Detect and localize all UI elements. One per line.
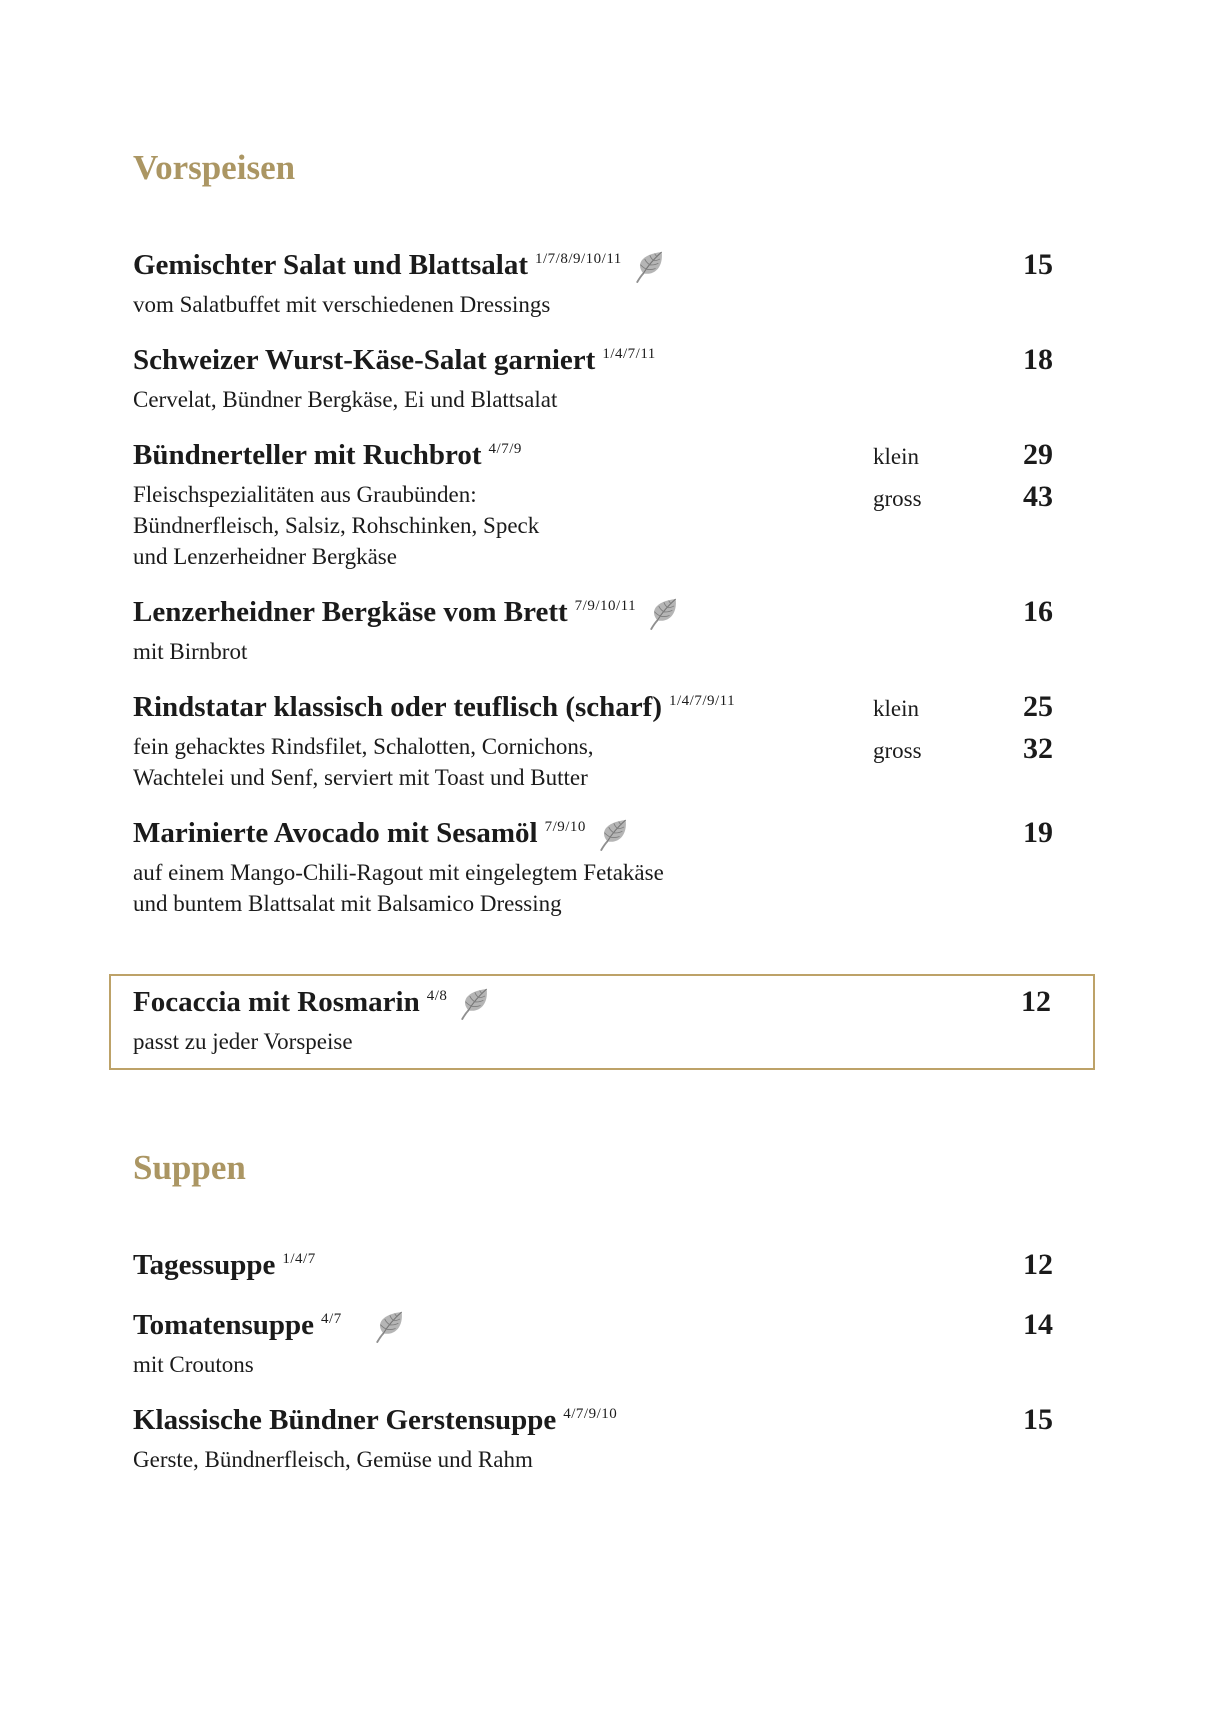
menu-item xyxy=(133,245,1095,320)
item-description xyxy=(133,1444,873,1475)
leaf-icon xyxy=(459,988,489,1020)
allergen-codes: 1/7/8/9/10/11 xyxy=(535,251,622,268)
item-description xyxy=(133,384,873,415)
menu-section-suppen xyxy=(133,1090,1095,1495)
price-value: 12 xyxy=(1023,1248,1053,1281)
price-row xyxy=(873,592,1095,632)
menu-item-main xyxy=(133,435,873,572)
item-description-line: fein gehacktes Rindsfilet, Schalotten, Cornichons, xyxy=(133,734,594,759)
item-description-line: Wachtelei und Senf, serviert mit Toast und Butter xyxy=(133,765,588,790)
allergen-codes: 7/9/10 xyxy=(544,819,586,836)
item-title-line xyxy=(133,1245,873,1285)
leaf-icon xyxy=(374,1311,404,1343)
menu-item-main xyxy=(133,1245,873,1285)
menu-item xyxy=(133,1400,1095,1475)
price-value: 14 xyxy=(1023,1308,1053,1341)
item-title: Tomatensuppe xyxy=(133,1309,315,1341)
item-title: Schweizer Wurst-Käse-Salat garniert xyxy=(133,344,596,376)
allergen-codes: 1/4/7/9/11 xyxy=(669,693,736,710)
menu-item-main xyxy=(133,245,873,320)
item-price-column xyxy=(873,340,1095,415)
menu-item xyxy=(133,687,1095,793)
item-description xyxy=(133,1026,873,1057)
menu-item-main xyxy=(133,813,873,919)
price-value: 18 xyxy=(1023,343,1053,376)
price-value: 32 xyxy=(1023,732,1053,765)
item-price-column xyxy=(873,1245,1095,1285)
item-title-line xyxy=(133,245,873,285)
item-title-line xyxy=(133,813,873,853)
allergen-codes: 4/7/9 xyxy=(488,441,522,458)
menu-item xyxy=(133,435,1095,572)
item-price-column xyxy=(873,1305,1095,1380)
item-price-column xyxy=(873,435,1095,572)
size-label: gross xyxy=(873,486,922,511)
menu-item-main xyxy=(133,687,873,793)
item-description-line: Cervelat, Bündner Bergkäse, Ei und Blattsalat xyxy=(133,387,558,412)
item-title: Focaccia mit Rosmarin xyxy=(133,986,420,1018)
item-description xyxy=(133,636,873,667)
item-title: Marinierte Avocado mit Sesamöl xyxy=(133,817,538,849)
item-title-line xyxy=(133,340,873,380)
price-row xyxy=(873,435,1095,477)
item-title: Rindstatar klassisch oder teuflisch (scharf) xyxy=(133,691,662,723)
item-description xyxy=(133,479,873,572)
price-row xyxy=(873,245,1095,285)
item-price-column xyxy=(873,245,1095,320)
allergen-codes: 1/4/7/11 xyxy=(602,346,656,363)
price-value: 19 xyxy=(1023,816,1053,849)
item-description-line: mit Croutons xyxy=(133,1352,254,1377)
item-title: Lenzerheidner Bergkäse vom Brett xyxy=(133,596,568,628)
menu-item-main xyxy=(133,340,873,415)
menu-item-main xyxy=(133,1305,873,1380)
price-value: 29 xyxy=(1023,438,1053,471)
price-row xyxy=(873,687,1095,729)
section-heading: Suppen xyxy=(133,1148,246,1187)
menu-item xyxy=(133,1305,1095,1380)
price-row xyxy=(873,1245,1095,1285)
item-title-line xyxy=(133,1305,873,1345)
size-label: klein xyxy=(873,696,919,721)
item-description xyxy=(133,731,873,793)
item-title-line xyxy=(133,592,873,632)
allergen-codes: 4/7 xyxy=(321,1311,342,1328)
item-description-line: Fleischspezialitäten aus Graubünden: xyxy=(133,482,477,507)
price-row xyxy=(873,481,1095,514)
item-price-column xyxy=(873,982,1093,1057)
price-value: 43 xyxy=(1023,480,1053,513)
item-title-line xyxy=(133,1400,873,1440)
menu-item-main xyxy=(133,1400,873,1475)
item-price-column xyxy=(873,1400,1095,1475)
section-heading: Vorspeisen xyxy=(133,148,296,187)
allergen-codes: 7/9/10/11 xyxy=(574,598,637,615)
item-description-line: Gerste, Bündnerfleisch, Gemüse und Rahm xyxy=(133,1447,533,1472)
item-price-column xyxy=(873,687,1095,793)
item-title-line xyxy=(133,687,873,727)
item-title: Klassische Bündner Gerstensuppe xyxy=(133,1404,557,1436)
allergen-codes: 1/4/7 xyxy=(282,1251,316,1268)
menu-item-boxed xyxy=(109,974,1095,1070)
item-title: Bündnerteller mit Ruchbrot xyxy=(133,439,482,471)
price-row xyxy=(873,733,1095,766)
item-description-line: passt zu jeder Vorspeise xyxy=(133,1029,353,1054)
price-row xyxy=(873,1400,1095,1440)
price-value: 15 xyxy=(1023,1403,1053,1436)
item-title: Gemischter Salat und Blattsalat xyxy=(133,249,528,281)
menu-item-main xyxy=(133,592,873,667)
item-title-line xyxy=(133,982,873,1022)
allergen-codes: 4/8 xyxy=(426,988,448,1005)
item-description xyxy=(133,289,873,320)
price-value: 25 xyxy=(1023,690,1053,723)
price-row xyxy=(873,1305,1095,1345)
item-price-column xyxy=(873,592,1095,667)
price-row xyxy=(873,340,1095,380)
item-description-line: auf einem Mango-Chili-Ragout mit eingelegtem Fetakäse xyxy=(133,860,664,885)
price-row xyxy=(873,813,1095,853)
item-description-line: vom Salatbuffet mit verschiedenen Dressings xyxy=(133,292,551,317)
menu-item-main xyxy=(133,982,873,1057)
size-label: klein xyxy=(873,444,919,469)
menu-section-vorspeisen xyxy=(133,145,1095,1090)
item-description xyxy=(133,857,873,919)
allergen-codes: 4/7/9/10 xyxy=(563,1406,618,1423)
price-value: 12 xyxy=(1021,985,1051,1018)
size-label: gross xyxy=(873,738,922,763)
price-value: 16 xyxy=(1023,595,1053,628)
price-row xyxy=(873,982,1093,1022)
item-price-column xyxy=(873,813,1095,919)
item-title-line xyxy=(133,435,873,475)
menu-item xyxy=(133,340,1095,415)
menu-item xyxy=(133,592,1095,667)
menu-item xyxy=(133,813,1095,919)
item-description xyxy=(133,1349,873,1380)
item-description-line: und Lenzerheidner Bergkäse xyxy=(133,544,397,569)
leaf-icon xyxy=(648,598,678,630)
menu-item xyxy=(133,1245,1095,1285)
item-description-line: mit Birnbrot xyxy=(133,639,248,664)
leaf-icon xyxy=(634,251,664,283)
item-description-line: Bündnerfleisch, Salsiz, Rohschinken, Speck xyxy=(133,513,540,538)
item-title: Tagessuppe xyxy=(133,1249,276,1281)
item-description-line: und buntem Blattsalat mit Balsamico Dressing xyxy=(133,891,562,916)
leaf-icon xyxy=(598,819,628,851)
price-value: 15 xyxy=(1023,248,1053,281)
